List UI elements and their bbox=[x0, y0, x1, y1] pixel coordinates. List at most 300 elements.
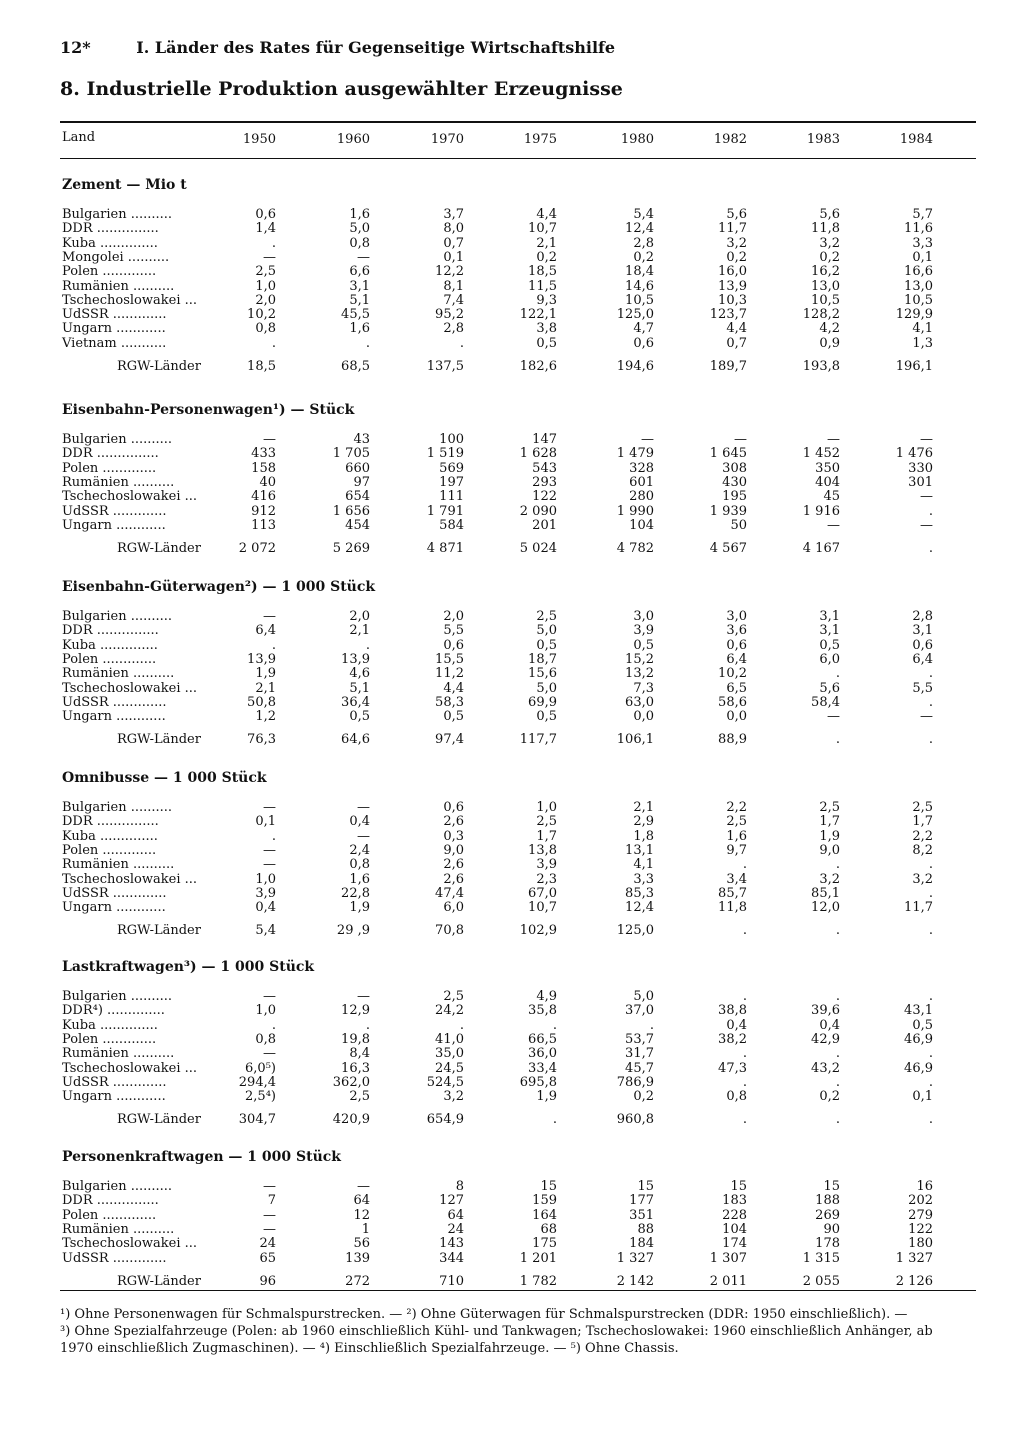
table-cell: 301 bbox=[908, 474, 933, 490]
table-cell: 125,0 bbox=[616, 307, 654, 323]
table-cell: 18,4 bbox=[625, 264, 654, 280]
table-cell: 46,9 bbox=[904, 1060, 933, 1076]
table-cell: 4,2 bbox=[819, 321, 840, 337]
table-cell: — bbox=[263, 989, 276, 1004]
total-cell: 88,9 bbox=[718, 732, 747, 748]
table-cell: 5,5 bbox=[912, 680, 933, 696]
country-label: Rumänien .......... bbox=[62, 1221, 175, 1237]
table-cell: 269 bbox=[815, 1207, 840, 1223]
table-cell: 201 bbox=[532, 517, 557, 533]
table-cell: 4,1 bbox=[633, 857, 654, 873]
table-cell: 8,2 bbox=[912, 842, 933, 858]
table-cell: 67,0 bbox=[528, 885, 557, 901]
table-cell: 18,5 bbox=[528, 264, 557, 280]
footnote-line: 1970 einschließlich Zugmaschinen). — ⁴) Einschließlich Spezialfahrzeuge. — ⁵) Ohne Chassis. bbox=[60, 1341, 679, 1356]
table-cell: 12,4 bbox=[625, 900, 654, 916]
table-cell: 8,4 bbox=[349, 1046, 370, 1062]
table-cell: 2,2 bbox=[912, 828, 933, 844]
table-cell: 2,3 bbox=[536, 871, 557, 887]
table-cell: 430 bbox=[722, 474, 747, 490]
table-cell: 45,7 bbox=[625, 1060, 654, 1076]
table-cell: 0,7 bbox=[726, 335, 747, 351]
table-cell: 1 656 bbox=[332, 503, 370, 519]
table-cell: 228 bbox=[722, 1207, 747, 1223]
table-cell: . bbox=[835, 1046, 840, 1062]
table-cell: 2 090 bbox=[519, 503, 557, 519]
table-cell: 0,5 bbox=[349, 709, 370, 725]
table-cell: 0,6 bbox=[726, 637, 747, 653]
table-cell: . bbox=[552, 1017, 557, 1033]
table-cell: 12,2 bbox=[435, 264, 464, 280]
table-cell: 4,4 bbox=[443, 680, 464, 696]
table-cell: 3,0 bbox=[633, 609, 654, 624]
table-cell: 2,6 bbox=[443, 814, 464, 830]
table-cell: — bbox=[920, 517, 933, 533]
table-cell: 18,7 bbox=[528, 651, 557, 667]
table-cell: 1 939 bbox=[709, 503, 747, 519]
table-cell: 15 bbox=[823, 1179, 840, 1194]
table-cell: 5,6 bbox=[726, 207, 747, 222]
total-cell: 76,3 bbox=[247, 732, 276, 748]
table-cell: — bbox=[263, 1179, 276, 1194]
table-cell: 12,0 bbox=[811, 900, 840, 916]
table-cell: 38,2 bbox=[718, 1031, 747, 1047]
table-cell: 2,6 bbox=[443, 871, 464, 887]
table-cell: 11,2 bbox=[435, 666, 464, 682]
total-cell: 189,7 bbox=[709, 359, 747, 374]
table-cell: 0,5 bbox=[633, 637, 654, 653]
table-cell: 2,5 bbox=[819, 800, 840, 815]
table-cell: . bbox=[742, 1074, 747, 1090]
table-cell: 10,2 bbox=[718, 666, 747, 682]
country-label: DDR⁴) .............. bbox=[62, 1003, 165, 1019]
table-cell: 4,6 bbox=[349, 666, 370, 682]
total-cell: 4 871 bbox=[426, 541, 464, 557]
table-cell: 13,9 bbox=[718, 278, 747, 294]
country-label: Tschechoslowakei ... bbox=[62, 292, 198, 308]
country-label: UdSSR ............. bbox=[62, 694, 167, 710]
table-cell: 654 bbox=[345, 489, 370, 505]
total-cell: 2 142 bbox=[616, 1273, 654, 1289]
table-cell: 0,8 bbox=[349, 857, 370, 873]
table-cell: 1 307 bbox=[709, 1250, 747, 1266]
table-cell: 0,4 bbox=[726, 1017, 747, 1033]
table-cell: 47,4 bbox=[435, 885, 464, 901]
table-cell: . bbox=[365, 1017, 370, 1033]
table-cell: 0,1 bbox=[255, 814, 276, 830]
table-cell: 0,9 bbox=[819, 335, 840, 351]
table-cell: . bbox=[271, 235, 276, 251]
table-cell: 39,6 bbox=[811, 1003, 840, 1019]
table-cell: 601 bbox=[629, 474, 654, 490]
table-cell: 43,2 bbox=[811, 1060, 840, 1076]
table-cell: 2,8 bbox=[633, 235, 654, 251]
table-cell: 88 bbox=[637, 1221, 654, 1237]
column-header-year: 1980 bbox=[620, 132, 654, 147]
table-cell: 5,4 bbox=[633, 207, 654, 222]
total-cell: 710 bbox=[439, 1273, 464, 1289]
table-cell: 0,0 bbox=[633, 709, 654, 725]
table-cell: 1,9 bbox=[536, 1089, 557, 1105]
table-cell: 10,7 bbox=[528, 900, 557, 916]
table-cell: 351 bbox=[629, 1207, 654, 1223]
table-cell: 0,1 bbox=[443, 249, 464, 265]
total-cell: 125,0 bbox=[616, 923, 654, 939]
table-cell: 46,9 bbox=[904, 1031, 933, 1047]
table-cell: 9,7 bbox=[726, 842, 747, 858]
table-cell: 350 bbox=[815, 460, 840, 476]
table-cell: 524,5 bbox=[426, 1074, 464, 1090]
total-cell: . bbox=[835, 923, 840, 939]
country-label: Rumänien .......... bbox=[62, 857, 175, 873]
table-cell: 13,8 bbox=[528, 842, 557, 858]
total-cell: 117,7 bbox=[519, 732, 557, 748]
table-cell: 2,1 bbox=[536, 235, 557, 251]
header-rule bbox=[60, 158, 976, 159]
table-cell: 10,2 bbox=[247, 307, 276, 323]
total-cell: 4 567 bbox=[709, 541, 747, 557]
country-label: Ungarn ............ bbox=[62, 517, 166, 533]
table-cell: 433 bbox=[251, 446, 276, 462]
table-cell: 5,5 bbox=[443, 623, 464, 639]
table-cell: 1,9 bbox=[819, 828, 840, 844]
table-cell: 0,8 bbox=[255, 321, 276, 337]
table-cell: 4,4 bbox=[726, 321, 747, 337]
total-cell: 193,8 bbox=[802, 359, 840, 374]
table-cell: 0,1 bbox=[912, 1089, 933, 1105]
table-cell: 0,2 bbox=[819, 249, 840, 265]
table-cell: 58,6 bbox=[718, 694, 747, 710]
total-cell: 2 055 bbox=[802, 1273, 840, 1289]
table-cell: 202 bbox=[908, 1193, 933, 1209]
table-cell: 0,2 bbox=[633, 1089, 654, 1105]
table-cell: 3,2 bbox=[819, 871, 840, 887]
table-cell: 45,5 bbox=[341, 307, 370, 323]
table-cell: 184 bbox=[629, 1236, 654, 1252]
table-cell: — bbox=[263, 609, 276, 624]
table-cell: 3,1 bbox=[349, 278, 370, 294]
total-cell: 2 072 bbox=[238, 541, 276, 557]
table-cell: 24 bbox=[259, 1236, 276, 1252]
table-cell: — bbox=[357, 828, 370, 844]
table-cell: 143 bbox=[439, 1236, 464, 1252]
table-cell: 0,6 bbox=[255, 207, 276, 222]
table-cell: . bbox=[928, 989, 933, 1004]
country-label: Ungarn ............ bbox=[62, 321, 166, 337]
table-cell: 90 bbox=[823, 1221, 840, 1237]
table-cell: 16,0 bbox=[718, 264, 747, 280]
table-cell: 1 476 bbox=[895, 446, 933, 462]
table-cell: 0,4 bbox=[819, 1017, 840, 1033]
table-cell: — bbox=[641, 432, 654, 447]
country-label: Bulgarien .......... bbox=[62, 432, 173, 447]
table-cell: 2,1 bbox=[633, 800, 654, 815]
table-cell: 1,9 bbox=[255, 666, 276, 682]
table-cell: 11,8 bbox=[811, 221, 840, 237]
table-cell: 24,5 bbox=[435, 1060, 464, 1076]
table-cell: 8 bbox=[455, 1179, 464, 1194]
country-label: Tschechoslowakei ... bbox=[62, 871, 198, 887]
table-cell: 9,3 bbox=[536, 292, 557, 308]
table-cell: 158 bbox=[251, 460, 276, 476]
total-cell: 5 269 bbox=[332, 541, 370, 557]
table-cell: 15 bbox=[637, 1179, 654, 1194]
table-cell: 11,7 bbox=[904, 900, 933, 916]
table-cell: 2,1 bbox=[255, 680, 276, 696]
total-cell: 70,8 bbox=[435, 923, 464, 939]
table-cell: 5,0 bbox=[633, 989, 654, 1004]
table-cell: 294,4 bbox=[238, 1074, 276, 1090]
country-label: Kuba .............. bbox=[62, 637, 158, 653]
table-cell: 2,0 bbox=[255, 292, 276, 308]
total-label: RGW-Länder bbox=[117, 1273, 201, 1289]
chapter-title: I. Länder des Rates für Gegenseitige Wirtschaftshilfe bbox=[136, 38, 616, 57]
country-label: UdSSR ............. bbox=[62, 885, 167, 901]
footnote-line: ¹) Ohne Personenwagen für Schmalspurstrecken. — ²) Ohne Güterwagen für Schmalspurstrecken (DDR: 1950 einschließlich). — bbox=[60, 1307, 908, 1322]
country-label: UdSSR ............. bbox=[62, 503, 167, 519]
column-header-year: 1983 bbox=[806, 132, 840, 147]
table-cell: 5,0 bbox=[536, 623, 557, 639]
column-header-year: 1960 bbox=[336, 132, 370, 147]
table-cell: 13,0 bbox=[904, 278, 933, 294]
table-cell: . bbox=[928, 503, 933, 519]
country-label: DDR ............... bbox=[62, 814, 159, 830]
table-cell: 1 327 bbox=[616, 1250, 654, 1266]
table-cell: 0,2 bbox=[726, 249, 747, 265]
table-cell: 58,3 bbox=[435, 694, 464, 710]
total-cell: . bbox=[552, 1112, 557, 1128]
country-label: Polen ............. bbox=[62, 264, 157, 280]
table-cell: 362,0 bbox=[332, 1074, 370, 1090]
table-cell: 2,5 bbox=[726, 814, 747, 830]
table-cell: 188 bbox=[815, 1193, 840, 1209]
table-cell: 3,2 bbox=[912, 871, 933, 887]
top-rule bbox=[60, 121, 976, 123]
table-cell: 2,6 bbox=[443, 857, 464, 873]
table-cell: 543 bbox=[532, 460, 557, 476]
table-cell: 4,7 bbox=[633, 321, 654, 337]
table-cell: 1 916 bbox=[802, 503, 840, 519]
total-cell: 2 126 bbox=[895, 1273, 933, 1289]
table-cell: — bbox=[263, 1221, 276, 1237]
table-cell: . bbox=[365, 637, 370, 653]
table-cell: 53,7 bbox=[625, 1031, 654, 1047]
table-cell: 2,0 bbox=[443, 609, 464, 624]
table-cell: 100 bbox=[439, 432, 464, 447]
table-cell: 2,9 bbox=[633, 814, 654, 830]
total-cell: 29 ,9 bbox=[336, 923, 370, 939]
table-cell: 0,2 bbox=[536, 249, 557, 265]
country-label: Tschechoslowakei ... bbox=[62, 489, 198, 505]
table-cell: 127 bbox=[439, 1193, 464, 1209]
table-cell: 5,0 bbox=[349, 221, 370, 237]
country-label: Rumänien .......... bbox=[62, 278, 175, 294]
footnotes bbox=[60, 1306, 976, 1357]
table-cell: 33,4 bbox=[528, 1060, 557, 1076]
table-cell: 1,7 bbox=[912, 814, 933, 830]
table-cell: 1 315 bbox=[802, 1250, 840, 1266]
table-cell: . bbox=[271, 828, 276, 844]
country-label: DDR ............... bbox=[62, 221, 159, 237]
table-cell: 3,2 bbox=[443, 1089, 464, 1105]
column-header-year: 1984 bbox=[899, 132, 933, 147]
table-cell: 42,9 bbox=[811, 1031, 840, 1047]
table-cell: 1 479 bbox=[616, 446, 654, 462]
table-cell: 1,6 bbox=[349, 321, 370, 337]
column-header-land: Land bbox=[62, 130, 96, 145]
table-cell: 0,2 bbox=[633, 249, 654, 265]
table-cell: 5,1 bbox=[349, 292, 370, 308]
table-cell: 177 bbox=[629, 1193, 654, 1209]
total-cell: . bbox=[835, 732, 840, 748]
table-cell: 85,7 bbox=[718, 885, 747, 901]
total-label: RGW-Länder bbox=[117, 923, 201, 939]
table-cell: . bbox=[365, 335, 370, 351]
country-label: Vietnam ........... bbox=[62, 335, 167, 351]
country-label: Bulgarien .......... bbox=[62, 989, 173, 1004]
table-cell: 45 bbox=[823, 489, 840, 505]
table-cell: 1 519 bbox=[426, 446, 464, 462]
total-label: RGW-Länder bbox=[117, 732, 201, 748]
total-cell: 654,9 bbox=[426, 1112, 464, 1128]
table-cell: 40 bbox=[259, 474, 276, 490]
country-label: Bulgarien .......... bbox=[62, 207, 173, 222]
total-cell: 18,5 bbox=[247, 359, 276, 374]
table-cell: 174 bbox=[722, 1236, 747, 1252]
table-cell: 1,9 bbox=[349, 900, 370, 916]
table-cell: — bbox=[827, 709, 840, 725]
country-label: Mongolei .......... bbox=[62, 249, 170, 265]
section-title: Eisenbahn-Personenwagen¹) — Stück bbox=[62, 402, 355, 418]
table-cell: 8,1 bbox=[443, 278, 464, 294]
table-cell: . bbox=[271, 335, 276, 351]
table-cell: 36,0 bbox=[528, 1046, 557, 1062]
table-cell: 6,6 bbox=[349, 264, 370, 280]
table-cell: 2,5 bbox=[536, 609, 557, 624]
table-cell: 7,4 bbox=[443, 292, 464, 308]
table-cell: 11,8 bbox=[718, 900, 747, 916]
country-label: UdSSR ............. bbox=[62, 1250, 167, 1266]
table-cell: 31,7 bbox=[625, 1046, 654, 1062]
table-cell: 5,7 bbox=[912, 207, 933, 222]
table-cell: 3,9 bbox=[536, 857, 557, 873]
table-cell: 3,9 bbox=[633, 623, 654, 639]
table-cell: 197 bbox=[439, 474, 464, 490]
table-cell: 1 327 bbox=[895, 1250, 933, 1266]
country-label: Tschechoslowakei ... bbox=[62, 1236, 198, 1252]
total-label: RGW-Länder bbox=[117, 541, 201, 557]
table-cell: 123,7 bbox=[709, 307, 747, 323]
table-cell: . bbox=[459, 335, 464, 351]
table-cell: 12,4 bbox=[625, 221, 654, 237]
country-label: Rumänien .......... bbox=[62, 666, 175, 682]
table-cell: 164 bbox=[532, 1207, 557, 1223]
table-cell: 6,4 bbox=[726, 651, 747, 667]
table-cell: 10,7 bbox=[528, 221, 557, 237]
table-cell: 280 bbox=[629, 489, 654, 505]
table-cell: . bbox=[271, 637, 276, 653]
table-cell: 0,5 bbox=[912, 1017, 933, 1033]
table-cell: 2,8 bbox=[912, 609, 933, 624]
table-cell: 1,6 bbox=[349, 207, 370, 222]
total-cell: 304,7 bbox=[238, 1112, 276, 1128]
table-cell: 1,7 bbox=[536, 828, 557, 844]
table-cell: . bbox=[835, 857, 840, 873]
table-cell: 2,1 bbox=[349, 623, 370, 639]
table-cell: 122,1 bbox=[519, 307, 557, 323]
country-label: Rumänien .......... bbox=[62, 474, 175, 490]
table-cell: 1,6 bbox=[726, 828, 747, 844]
table-cell: 584 bbox=[439, 517, 464, 533]
table-cell: 7,3 bbox=[633, 680, 654, 696]
table-cell: 24,2 bbox=[435, 1003, 464, 1019]
country-label: Bulgarien .......... bbox=[62, 1179, 173, 1194]
table-cell: 1 628 bbox=[519, 446, 557, 462]
total-cell: 64,6 bbox=[341, 732, 370, 748]
total-cell: 272 bbox=[345, 1273, 370, 1289]
section-title: Omnibusse — 1 000 Stück bbox=[62, 770, 267, 786]
total-cell: 5 024 bbox=[519, 541, 557, 557]
table-cell: 2,5 bbox=[255, 264, 276, 280]
table-cell: 0,4 bbox=[255, 900, 276, 916]
table-cell: 11,7 bbox=[718, 221, 747, 237]
country-label: Ungarn ............ bbox=[62, 1089, 166, 1105]
table-cell: 3,3 bbox=[912, 235, 933, 251]
table-cell: 2,0 bbox=[349, 609, 370, 624]
table-cell: 178 bbox=[815, 1236, 840, 1252]
table-cell: 1 791 bbox=[426, 503, 464, 519]
table-cell: 3,1 bbox=[912, 623, 933, 639]
table-cell: 66,5 bbox=[528, 1031, 557, 1047]
table-cell: 58,4 bbox=[811, 694, 840, 710]
table-cell: 35,0 bbox=[435, 1046, 464, 1062]
table-cell: 1,6 bbox=[349, 871, 370, 887]
table-cell: 5,1 bbox=[349, 680, 370, 696]
table-cell: 180 bbox=[908, 1236, 933, 1252]
table-cell: 569 bbox=[439, 460, 464, 476]
total-cell: . bbox=[928, 1112, 933, 1128]
table-cell: 4,9 bbox=[536, 989, 557, 1004]
table-cell: 0,8 bbox=[255, 1031, 276, 1047]
table-cell: 4,4 bbox=[536, 207, 557, 222]
total-cell: . bbox=[835, 1112, 840, 1128]
table-cell: 15,6 bbox=[528, 666, 557, 682]
table-cell: 1,0 bbox=[255, 278, 276, 294]
table-cell: . bbox=[742, 857, 747, 873]
table-cell: 6,0 bbox=[819, 651, 840, 667]
table-cell: 13,9 bbox=[247, 651, 276, 667]
table-cell: 1,0 bbox=[255, 1003, 276, 1019]
table-cell: 1,7 bbox=[819, 814, 840, 830]
table-cell: 3,1 bbox=[819, 623, 840, 639]
country-label: UdSSR ............. bbox=[62, 307, 167, 323]
table-cell: 1 452 bbox=[802, 446, 840, 462]
table-cell: 183 bbox=[722, 1193, 747, 1209]
country-label: Ungarn ............ bbox=[62, 900, 166, 916]
table-cell: 1,3 bbox=[912, 335, 933, 351]
table-cell: — bbox=[827, 517, 840, 533]
country-label: Kuba .............. bbox=[62, 1017, 158, 1033]
table-cell: 43 bbox=[353, 432, 370, 447]
country-label: Polen ............. bbox=[62, 842, 157, 858]
table-cell: 1,2 bbox=[255, 709, 276, 725]
total-cell: 2 011 bbox=[709, 1273, 747, 1289]
table-cell: 404 bbox=[815, 474, 840, 490]
table-cell: . bbox=[459, 1017, 464, 1033]
country-label: Bulgarien .......... bbox=[62, 609, 173, 624]
table-cell: 2,5 bbox=[443, 989, 464, 1004]
table-cell: 1 bbox=[361, 1221, 370, 1237]
